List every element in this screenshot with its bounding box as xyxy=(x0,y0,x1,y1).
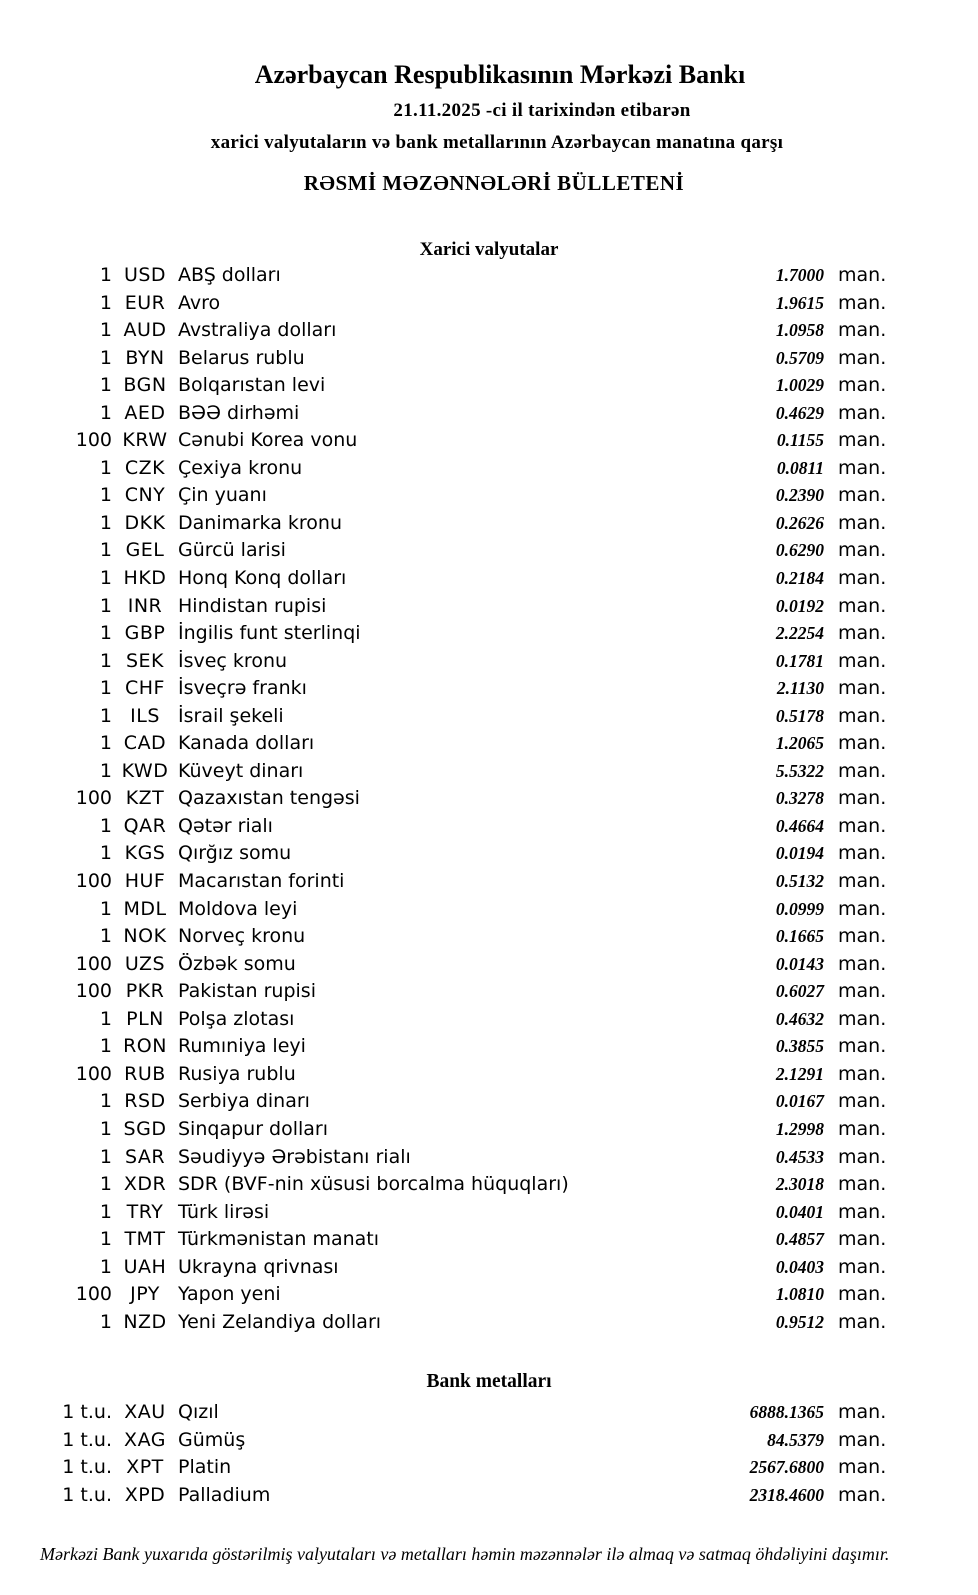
row-currency-name: Cənubi Korea vonu xyxy=(178,429,358,452)
row-unit-label: man. xyxy=(838,539,887,562)
row-rate-value: 0.3855 xyxy=(775,1036,824,1057)
table-row xyxy=(0,290,978,318)
currencies-section-title: Xarici valyutalar xyxy=(419,239,559,260)
row-currency-code: RON xyxy=(123,1035,167,1058)
row-quantity: 1 xyxy=(99,1255,112,1278)
row-rate-value: 2.3018 xyxy=(775,1174,824,1195)
row-unit-label: man. xyxy=(838,567,887,590)
row-rate-value: 0.0194 xyxy=(775,843,824,864)
table-row xyxy=(0,620,978,648)
row-rate-value: 1.0029 xyxy=(775,375,824,396)
row-currency-name: Rumıniya leyi xyxy=(178,1035,306,1058)
row-quantity: 1 xyxy=(99,1090,112,1113)
row-rate-value: 1.0958 xyxy=(775,320,824,341)
row-currency-name: Rusiya rublu xyxy=(178,1062,296,1085)
row-unit-label: man. xyxy=(838,374,887,397)
table-row xyxy=(0,455,978,483)
row-currency-name: SDR (BVF-nin xüsusi borcalma hüquqları) xyxy=(178,1173,569,1196)
row-quantity: 1 xyxy=(99,1007,112,1030)
table-row xyxy=(0,262,978,290)
row-currency-name: Macarıstan forinti xyxy=(178,870,345,893)
row-unit-label: man. xyxy=(838,980,887,1003)
row-rate-value: 1.7000 xyxy=(775,265,824,285)
row-currency-code: QAR xyxy=(123,814,167,837)
row-unit-label: man. xyxy=(838,759,887,782)
row-quantity: 100 xyxy=(75,787,112,810)
row-currency-name: Honq Konq dolları xyxy=(178,567,347,590)
row-unit-label: man. xyxy=(838,814,887,837)
row-unit-label: man. xyxy=(838,594,887,617)
row-unit-label: man. xyxy=(838,484,887,507)
row-rate-value: 0.5709 xyxy=(775,347,824,368)
row-currency-code: XDR xyxy=(123,1173,167,1196)
row-currency-name: Qırğız somu xyxy=(178,842,292,865)
table-row xyxy=(0,813,978,841)
row-currency-code: SEK xyxy=(125,649,165,672)
row-unit-label: man. xyxy=(838,870,887,893)
row-currency-code: UAH xyxy=(123,1255,167,1278)
row-currency-code: RSD xyxy=(124,1090,166,1113)
table-row xyxy=(0,923,978,951)
row-quantity: 1 xyxy=(99,291,112,314)
currencies-table xyxy=(0,262,978,1336)
row-quantity: 1 xyxy=(99,732,112,755)
row-rate-value: 2567.6800 xyxy=(749,1457,824,1478)
row-rate-value: 2.2254 xyxy=(775,623,824,644)
table-row xyxy=(0,868,978,896)
row-unit-label: man. xyxy=(838,1007,887,1030)
table-row xyxy=(0,372,978,400)
table-row xyxy=(0,1116,978,1144)
row-currency-name: Sinqapur dolları xyxy=(178,1117,329,1140)
row-quantity: 1 xyxy=(99,1200,112,1223)
table-row xyxy=(0,896,978,924)
row-currency-name: Pakistan rupisi xyxy=(178,980,316,1003)
table-row xyxy=(0,565,978,593)
row-unit-label: man. xyxy=(838,401,887,424)
row-currency-name: ABŞ dolları xyxy=(178,264,281,286)
row-unit-label: man. xyxy=(838,1428,887,1451)
row-currency-code: XPD xyxy=(124,1484,166,1507)
row-quantity: 100 xyxy=(75,1062,112,1085)
row-unit-label: man. xyxy=(838,346,887,369)
row-currency-name: Bolqarıstan levi xyxy=(178,374,326,397)
row-rate-value: 0.4629 xyxy=(775,402,824,423)
row-unit-label: man. xyxy=(838,952,887,975)
row-rate-value: 5.5322 xyxy=(775,760,824,781)
row-currency-code: HUF xyxy=(124,870,166,893)
row-currency-name: Yapon yeni xyxy=(178,1283,281,1306)
row-currency-code: GBP xyxy=(124,622,166,645)
row-unit-label: man. xyxy=(838,1401,887,1423)
row-unit-label: man. xyxy=(838,511,887,534)
row-quantity: 100 xyxy=(75,1283,112,1306)
row-currency-code: ILS xyxy=(130,704,160,727)
row-currency-code: XAU xyxy=(124,1401,166,1423)
row-quantity: 1 xyxy=(99,925,112,948)
row-currency-name: Hindistan rupisi xyxy=(178,594,327,617)
row-quantity: 1 xyxy=(99,704,112,727)
row-unit-label: man. xyxy=(838,649,887,672)
row-unit-label: man. xyxy=(838,429,887,452)
row-currency-code: JPY xyxy=(130,1283,160,1306)
row-rate-value: 0.0167 xyxy=(775,1091,824,1112)
row-rate-value: 0.6290 xyxy=(775,540,824,561)
row-currency-code: CNY xyxy=(124,484,166,507)
table-row xyxy=(0,840,978,868)
row-unit-label: man. xyxy=(838,1310,887,1333)
row-quantity: 1 xyxy=(99,594,112,617)
table-row xyxy=(0,400,978,428)
table-row xyxy=(0,978,978,1006)
row-currency-name: Danimarka kronu xyxy=(178,511,343,534)
row-currency-name: Türk lirəsi xyxy=(178,1200,270,1223)
row-currency-code: HKD xyxy=(123,567,167,590)
table-row xyxy=(0,785,978,813)
row-currency-name: Moldova leyi xyxy=(178,897,298,920)
table-row xyxy=(0,1171,978,1199)
row-quantity: 1 xyxy=(99,374,112,397)
row-currency-name: Gürcü larisi xyxy=(178,539,286,562)
row-currency-name: Norveç kronu xyxy=(178,925,306,948)
row-rate-value: 0.0403 xyxy=(775,1256,824,1277)
row-unit-label: man. xyxy=(838,1283,887,1306)
table-row xyxy=(0,1226,978,1254)
row-unit-label: man. xyxy=(838,1145,887,1168)
row-rate-value: 0.9512 xyxy=(775,1311,824,1332)
row-rate-value: 0.0192 xyxy=(775,595,824,616)
table-row xyxy=(0,1482,978,1510)
row-unit-label: man. xyxy=(838,1117,887,1140)
row-currency-name: Qətər rialı xyxy=(178,814,273,837)
row-currency-name: Qızıl xyxy=(178,1401,219,1423)
row-currency-code: CHF xyxy=(125,677,165,700)
row-quantity: 1 xyxy=(99,567,112,590)
row-rate-value: 0.2184 xyxy=(775,568,824,589)
row-rate-value: 1.2998 xyxy=(775,1118,824,1139)
row-currency-code: BGN xyxy=(123,374,167,397)
row-currency-code: SAR xyxy=(124,1145,166,1168)
table-row xyxy=(0,1399,978,1427)
row-unit-label: man. xyxy=(838,1484,887,1507)
row-rate-value: 2.1291 xyxy=(775,1063,824,1084)
row-currency-code: INR xyxy=(127,594,163,617)
row-unit-label: man. xyxy=(838,732,887,755)
table-row xyxy=(0,482,978,510)
row-currency-name: Çexiya kronu xyxy=(178,456,303,479)
row-unit-label: man. xyxy=(838,925,887,948)
row-unit-label: man. xyxy=(838,787,887,810)
table-row xyxy=(0,510,978,538)
row-currency-code: RUB xyxy=(124,1062,166,1085)
table-row xyxy=(0,1144,978,1172)
row-unit-label: man. xyxy=(838,1228,887,1251)
row-unit-label: man. xyxy=(838,456,887,479)
row-quantity: 1 xyxy=(99,346,112,369)
row-quantity: 1 xyxy=(99,649,112,672)
row-unit-label: man. xyxy=(838,1173,887,1196)
effective-date-line: 21.11.2025 -ci il tarixindən etibarən xyxy=(393,100,691,121)
row-rate-value: 0.0143 xyxy=(775,953,824,974)
row-currency-code: DKK xyxy=(124,511,166,534)
row-rate-value: 0.4632 xyxy=(775,1008,824,1029)
row-currency-name: Ukrayna qrivnası xyxy=(178,1255,339,1278)
row-quantity: 1 t.u. xyxy=(62,1456,112,1479)
table-row xyxy=(0,1309,978,1337)
row-currency-code: TRY xyxy=(126,1200,164,1223)
row-currency-code: SGD xyxy=(123,1117,167,1140)
row-quantity: 1 xyxy=(99,677,112,700)
row-currency-code: MDL xyxy=(123,897,167,920)
row-quantity: 1 xyxy=(99,1173,112,1196)
row-rate-value: 1.0810 xyxy=(775,1284,824,1305)
row-currency-code: KZT xyxy=(125,787,165,810)
row-unit-label: man. xyxy=(838,1035,887,1058)
row-rate-value: 0.0999 xyxy=(775,898,824,919)
row-rate-value: 2.1130 xyxy=(776,678,824,699)
table-row xyxy=(0,1254,978,1282)
row-currency-name: Avro xyxy=(178,291,221,314)
row-quantity: 1 xyxy=(99,511,112,534)
row-currency-name: Səudiyyə Ərəbistanı rialı xyxy=(178,1145,411,1168)
row-currency-code: USD xyxy=(123,264,167,286)
row-rate-value: 0.0811 xyxy=(776,457,824,478)
table-row xyxy=(0,951,978,979)
row-currency-name: Palladium xyxy=(178,1484,271,1507)
row-unit-label: man. xyxy=(838,1200,887,1223)
row-quantity: 100 xyxy=(75,980,112,1003)
obligation-note: Mərkəzi Bank yuxarıda göstərilmiş valyutaları və metalları həmin məzənnələr ilə almaq və satmaq öhdəliyini daşımır. xyxy=(40,1544,890,1564)
row-currency-name: Belarus rublu xyxy=(178,346,305,369)
row-currency-code: KRW xyxy=(122,429,168,452)
row-currency-name: Gümüş xyxy=(178,1428,246,1451)
row-currency-name: Küveyt dinarı xyxy=(178,759,304,782)
table-row xyxy=(0,1088,978,1116)
row-rate-value: 0.5132 xyxy=(775,871,824,892)
row-quantity: 1 xyxy=(99,1145,112,1168)
subject-line: xarici valyutaların və bank metallarının Azərbaycan manatına qarşı xyxy=(210,132,784,153)
row-rate-value: 0.0401 xyxy=(775,1201,824,1222)
row-quantity: 1 xyxy=(99,622,112,645)
row-unit-label: man. xyxy=(838,319,887,342)
row-rate-value: 0.4533 xyxy=(775,1146,824,1167)
table-row xyxy=(0,648,978,676)
row-quantity: 1 xyxy=(99,1117,112,1140)
row-quantity: 100 xyxy=(75,429,112,452)
row-rate-value: 1.9615 xyxy=(775,292,824,313)
row-rate-value: 0.6027 xyxy=(775,981,824,1002)
row-currency-code: KWD xyxy=(121,759,169,782)
row-rate-value: 84.5379 xyxy=(767,1429,824,1450)
row-rate-value: 0.1665 xyxy=(775,926,824,947)
metals-section-title: Bank metalları xyxy=(426,1371,552,1392)
page-title: Azərbaycan Respublikasının Mərkəzi Bankı xyxy=(254,60,746,89)
row-rate-value: 6888.1365 xyxy=(749,1402,824,1422)
row-unit-label: man. xyxy=(838,1062,887,1085)
row-quantity: 1 xyxy=(99,1035,112,1058)
row-currency-code: EUR xyxy=(124,291,166,314)
row-currency-code: AED xyxy=(124,401,166,424)
row-quantity: 1 xyxy=(99,1228,112,1251)
table-row xyxy=(0,593,978,621)
row-currency-name: Qazaxıstan tengəsi xyxy=(178,787,360,810)
metals-table xyxy=(0,1399,978,1510)
row-rate-value: 0.5178 xyxy=(775,705,824,726)
row-currency-name: BƏƏ dirhəmi xyxy=(178,401,300,424)
table-row xyxy=(0,1281,978,1309)
row-rate-value: 2318.4600 xyxy=(749,1485,824,1506)
row-rate-value: 0.3278 xyxy=(775,788,824,809)
table-row xyxy=(0,703,978,731)
table-row xyxy=(0,730,978,758)
row-currency-code: GEL xyxy=(125,539,165,562)
row-currency-code: BYN xyxy=(125,346,165,369)
row-currency-name: Polşa zlotası xyxy=(178,1007,295,1030)
row-quantity: 1 xyxy=(99,814,112,837)
row-quantity: 1 xyxy=(99,1310,112,1333)
row-currency-code: PKR xyxy=(125,980,165,1003)
table-row xyxy=(0,537,978,565)
row-currency-name: Çin yuanı xyxy=(178,484,267,507)
row-currency-name: İsrail şekeli xyxy=(178,704,284,727)
table-row xyxy=(0,1061,978,1089)
row-currency-code: XAG xyxy=(124,1428,166,1451)
table-row xyxy=(0,1006,978,1034)
bulletin-title: RƏSMİ MƏZƏNNƏLƏRİ BÜLLETENİ xyxy=(303,171,685,195)
row-unit-label: man. xyxy=(838,622,887,645)
row-currency-name: İsveçrə frankı xyxy=(178,677,307,700)
table-row xyxy=(0,1454,978,1482)
row-quantity: 1 xyxy=(99,401,112,424)
table-row xyxy=(0,427,978,455)
row-quantity: 1 xyxy=(99,319,112,342)
row-quantity: 1 xyxy=(99,897,112,920)
row-unit-label: man. xyxy=(838,897,887,920)
row-unit-label: man. xyxy=(838,1090,887,1113)
row-unit-label: man. xyxy=(838,677,887,700)
row-unit-label: man. xyxy=(838,842,887,865)
table-row xyxy=(0,345,978,373)
row-unit-label: man. xyxy=(838,1456,887,1479)
table-row xyxy=(0,317,978,345)
row-currency-code: NZD xyxy=(123,1310,167,1333)
row-currency-name: Kanada dolları xyxy=(178,732,315,755)
row-currency-code: KGS xyxy=(124,842,166,865)
row-quantity: 1 t.u. xyxy=(62,1428,112,1451)
row-rate-value: 0.1155 xyxy=(776,430,824,451)
row-rate-value: 0.4664 xyxy=(775,815,824,836)
row-currency-code: TMT xyxy=(124,1228,166,1251)
row-currency-name: Avstraliya dolları xyxy=(178,319,337,342)
row-unit-label: man. xyxy=(838,1255,887,1278)
row-quantity: 1 t.u. xyxy=(62,1484,112,1507)
row-currency-name: Yeni Zelandiya dolları xyxy=(178,1310,382,1333)
table-row xyxy=(0,1033,978,1061)
row-currency-code: CAD xyxy=(123,732,167,755)
row-currency-name: Platin xyxy=(178,1456,232,1479)
row-rate-value: 0.1781 xyxy=(775,650,824,671)
row-quantity: 100 xyxy=(75,952,112,975)
row-quantity: 100 xyxy=(75,870,112,893)
row-currency-code: PLN xyxy=(126,1007,164,1030)
row-quantity: 1 xyxy=(99,842,112,865)
row-unit-label: man. xyxy=(838,264,887,286)
table-row xyxy=(0,675,978,703)
row-quantity: 1 t.u. xyxy=(62,1401,112,1423)
row-currency-code: UZS xyxy=(124,952,166,975)
table-row xyxy=(0,758,978,786)
row-quantity: 1 xyxy=(99,484,112,507)
row-unit-label: man. xyxy=(838,704,887,727)
row-currency-name: Özbək somu xyxy=(178,952,296,975)
row-currency-code: AUD xyxy=(123,319,167,342)
row-unit-label: man. xyxy=(838,291,887,314)
row-currency-code: NOK xyxy=(123,925,167,948)
table-row xyxy=(0,1199,978,1227)
row-rate-value: 0.2390 xyxy=(775,485,824,506)
row-quantity: 1 xyxy=(99,456,112,479)
row-currency-name: Türkmənistan manatı xyxy=(178,1228,380,1251)
row-currency-code: XPT xyxy=(126,1456,164,1479)
row-quantity: 1 xyxy=(99,539,112,562)
row-currency-code: CZK xyxy=(124,456,166,479)
row-rate-value: 1.2065 xyxy=(775,733,824,754)
row-currency-name: İsveç kronu xyxy=(178,649,288,672)
row-rate-value: 0.2626 xyxy=(775,512,824,533)
row-currency-name: İngilis funt sterlinqi xyxy=(178,622,361,645)
row-rate-value: 0.4857 xyxy=(775,1229,824,1250)
row-quantity: 1 xyxy=(99,759,112,782)
row-quantity: 1 xyxy=(99,264,112,286)
row-currency-name: Serbiya dinarı xyxy=(178,1090,310,1113)
table-row xyxy=(0,1427,978,1455)
